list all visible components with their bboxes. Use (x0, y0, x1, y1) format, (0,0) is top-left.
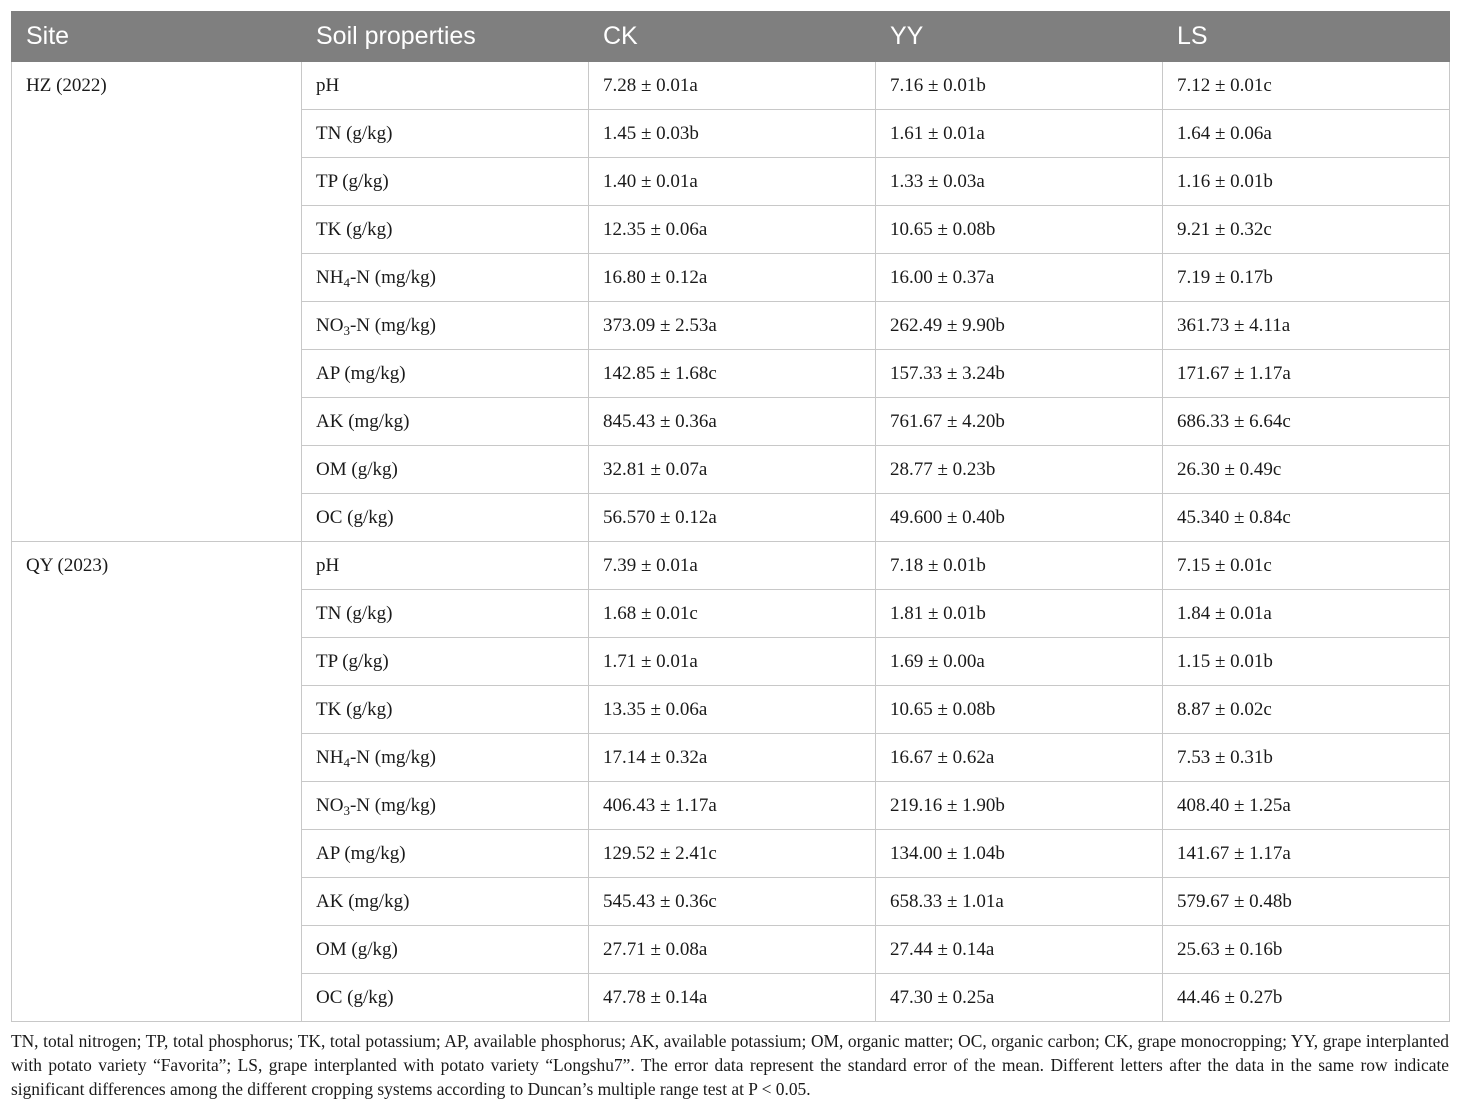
property-subscript: 3 (343, 322, 350, 338)
ls-value-cell: 7.12 ± 0.01c (1163, 62, 1450, 110)
soil-property-cell: OC (g/kg) (302, 494, 589, 542)
header-site: Site (12, 12, 302, 62)
property-name: NH (316, 266, 344, 288)
table-row (12, 638, 1450, 686)
site-cell (12, 590, 302, 638)
yy-value-cell: 7.16 ± 0.01b (876, 62, 1163, 110)
site-cell (12, 734, 302, 782)
site-cell: HZ (2022) (12, 62, 302, 110)
yy-value-cell: 219.16 ± 1.90b (876, 782, 1163, 830)
table-row (12, 830, 1450, 878)
ck-value-cell: 47.78 ± 0.14a (589, 974, 876, 1022)
ls-value-cell: 361.73 ± 4.11a (1163, 302, 1450, 350)
ls-value-cell: 8.87 ± 0.02c (1163, 686, 1450, 734)
ls-value-cell: 1.64 ± 0.06a (1163, 110, 1450, 158)
property-subscript: 4 (343, 754, 350, 770)
ls-value-cell: 171.67 ± 1.17a (1163, 350, 1450, 398)
ck-value-cell: 7.39 ± 0.01a (589, 542, 876, 590)
soil-property-cell (302, 782, 589, 830)
ck-value-cell: 32.81 ± 0.07a (589, 446, 876, 494)
table-row (12, 686, 1450, 734)
property-suffix: -N (mg/kg) (349, 266, 436, 288)
site-cell (12, 398, 302, 446)
soil-property-cell: OM (g/kg) (302, 446, 589, 494)
site-cell (12, 638, 302, 686)
yy-value-cell: 49.600 ± 0.40b (876, 494, 1163, 542)
site-cell (12, 494, 302, 542)
soil-property-cell: TP (g/kg) (302, 638, 589, 686)
property-name: NO (316, 314, 344, 336)
ck-value-cell: 1.68 ± 0.01c (589, 590, 876, 638)
yy-value-cell: 1.81 ± 0.01b (876, 590, 1163, 638)
ls-value-cell: 1.16 ± 0.01b (1163, 158, 1450, 206)
ls-value-cell: 7.15 ± 0.01c (1163, 542, 1450, 590)
property-suffix: -N (mg/kg) (349, 794, 436, 816)
soil-property-cell: TN (g/kg) (302, 110, 589, 158)
ck-value-cell: 13.35 ± 0.06a (589, 686, 876, 734)
ck-value-cell: 17.14 ± 0.32a (589, 734, 876, 782)
table-body (12, 62, 1450, 1022)
ls-value-cell: 25.63 ± 0.16b (1163, 926, 1450, 974)
site-cell (12, 926, 302, 974)
property-name: NO (316, 794, 344, 816)
soil-property-cell: pH (302, 62, 589, 110)
ls-value-cell: 1.15 ± 0.01b (1163, 638, 1450, 686)
header-yy: YY (876, 12, 1163, 62)
yy-value-cell: 134.00 ± 1.04b (876, 830, 1163, 878)
ck-value-cell: 142.85 ± 1.68c (589, 350, 876, 398)
soil-property-cell: AK (mg/kg) (302, 398, 589, 446)
table-row (12, 302, 1450, 350)
header-ck: CK (589, 12, 876, 62)
yy-value-cell: 7.18 ± 0.01b (876, 542, 1163, 590)
table-row (12, 590, 1450, 638)
table-header (12, 12, 1450, 62)
site-cell (12, 686, 302, 734)
yy-value-cell: 28.77 ± 0.23b (876, 446, 1163, 494)
soil-property-cell: TP (g/kg) (302, 158, 589, 206)
site-cell (12, 302, 302, 350)
yy-value-cell: 1.61 ± 0.01a (876, 110, 1163, 158)
ls-value-cell: 7.53 ± 0.31b (1163, 734, 1450, 782)
yy-value-cell: 10.65 ± 0.08b (876, 206, 1163, 254)
table-row (12, 926, 1450, 974)
soil-property-cell: TK (g/kg) (302, 686, 589, 734)
soil-property-cell: AP (mg/kg) (302, 350, 589, 398)
yy-value-cell: 761.67 ± 4.20b (876, 398, 1163, 446)
soil-property-cell: TN (g/kg) (302, 590, 589, 638)
table-row (12, 350, 1450, 398)
ck-value-cell: 1.45 ± 0.03b (589, 110, 876, 158)
soil-property-cell (302, 254, 589, 302)
soil-property-cell (302, 302, 589, 350)
soil-property-cell: AP (mg/kg) (302, 830, 589, 878)
site-cell (12, 974, 302, 1022)
soil-property-cell (302, 734, 589, 782)
ls-value-cell: 1.84 ± 0.01a (1163, 590, 1450, 638)
ck-value-cell: 406.43 ± 1.17a (589, 782, 876, 830)
ls-value-cell: 26.30 ± 0.49c (1163, 446, 1450, 494)
site-cell (12, 206, 302, 254)
soil-property-cell: TK (g/kg) (302, 206, 589, 254)
ck-value-cell: 545.43 ± 0.36c (589, 878, 876, 926)
table-row (12, 494, 1450, 542)
site-cell (12, 110, 302, 158)
soil-property-cell: OC (g/kg) (302, 974, 589, 1022)
ls-value-cell: 141.67 ± 1.17a (1163, 830, 1450, 878)
ls-value-cell: 686.33 ± 6.64c (1163, 398, 1450, 446)
ck-value-cell: 1.40 ± 0.01a (589, 158, 876, 206)
yy-value-cell: 262.49 ± 9.90b (876, 302, 1163, 350)
ck-value-cell: 1.71 ± 0.01a (589, 638, 876, 686)
yy-value-cell: 1.69 ± 0.00a (876, 638, 1163, 686)
property-subscript: 4 (343, 274, 350, 290)
soil-property-cell: OM (g/kg) (302, 926, 589, 974)
table-container (11, 11, 1449, 1022)
yy-value-cell: 16.00 ± 0.37a (876, 254, 1163, 302)
yy-value-cell: 658.33 ± 1.01a (876, 878, 1163, 926)
ls-value-cell: 579.67 ± 0.48b (1163, 878, 1450, 926)
yy-value-cell: 1.33 ± 0.03a (876, 158, 1163, 206)
table-row (12, 206, 1450, 254)
ls-value-cell: 7.19 ± 0.17b (1163, 254, 1450, 302)
ck-value-cell: 845.43 ± 0.36a (589, 398, 876, 446)
soil-property-cell: AK (mg/kg) (302, 878, 589, 926)
table-row (12, 110, 1450, 158)
table-row (12, 254, 1450, 302)
property-suffix: -N (mg/kg) (349, 746, 436, 768)
yy-value-cell: 47.30 ± 0.25a (876, 974, 1163, 1022)
table-footnote: TN, total nitrogen; TP, total phosphorus; TK, total potassium; AP, available phosphorus; AK, available potassium; OM, organic matter; OC, organic carbon; CK, grape monocropping; YY, grape interplanted with potato variety “Favorita”; LS, grape interplanted with potato variety “Longshu7”. The error data represent the standard error of the mean. Different letters after the data in the same row indicate significant differences among the different cropping systems according to Duncan’s multiple range test at P < 0.05. (11, 1031, 1449, 1099)
table-row (12, 974, 1450, 1022)
site-cell (12, 878, 302, 926)
soil-property-cell: pH (302, 542, 589, 590)
table-row (12, 542, 1450, 590)
site-cell (12, 782, 302, 830)
site-cell (12, 446, 302, 494)
ls-value-cell: 408.40 ± 1.25a (1163, 782, 1450, 830)
header-row (12, 12, 1450, 62)
soil-properties-table (11, 11, 1450, 1022)
site-cell (12, 158, 302, 206)
site-cell (12, 254, 302, 302)
ck-value-cell: 16.80 ± 0.12a (589, 254, 876, 302)
ck-value-cell: 27.71 ± 0.08a (589, 926, 876, 974)
table-row (12, 782, 1450, 830)
table-row (12, 446, 1450, 494)
property-name: NH (316, 746, 344, 768)
table-row (12, 734, 1450, 782)
ck-value-cell: 56.570 ± 0.12a (589, 494, 876, 542)
ck-value-cell: 129.52 ± 2.41c (589, 830, 876, 878)
yy-value-cell: 157.33 ± 3.24b (876, 350, 1163, 398)
ls-value-cell: 9.21 ± 0.32c (1163, 206, 1450, 254)
yy-value-cell: 16.67 ± 0.62a (876, 734, 1163, 782)
property-subscript: 3 (343, 802, 350, 818)
site-cell (12, 830, 302, 878)
ls-value-cell: 45.340 ± 0.84c (1163, 494, 1450, 542)
ls-value-cell: 44.46 ± 0.27b (1163, 974, 1450, 1022)
table-row (12, 62, 1450, 110)
property-suffix: -N (mg/kg) (349, 314, 436, 336)
table-row (12, 398, 1450, 446)
ck-value-cell: 12.35 ± 0.06a (589, 206, 876, 254)
ck-value-cell: 373.09 ± 2.53a (589, 302, 876, 350)
site-cell: QY (2023) (12, 542, 302, 590)
table-row (12, 158, 1450, 206)
header-soil-properties: Soil properties (302, 12, 589, 62)
yy-value-cell: 27.44 ± 0.14a (876, 926, 1163, 974)
yy-value-cell: 10.65 ± 0.08b (876, 686, 1163, 734)
header-ls: LS (1163, 12, 1450, 62)
ck-value-cell: 7.28 ± 0.01a (589, 62, 876, 110)
table-row (12, 878, 1450, 926)
site-cell (12, 350, 302, 398)
